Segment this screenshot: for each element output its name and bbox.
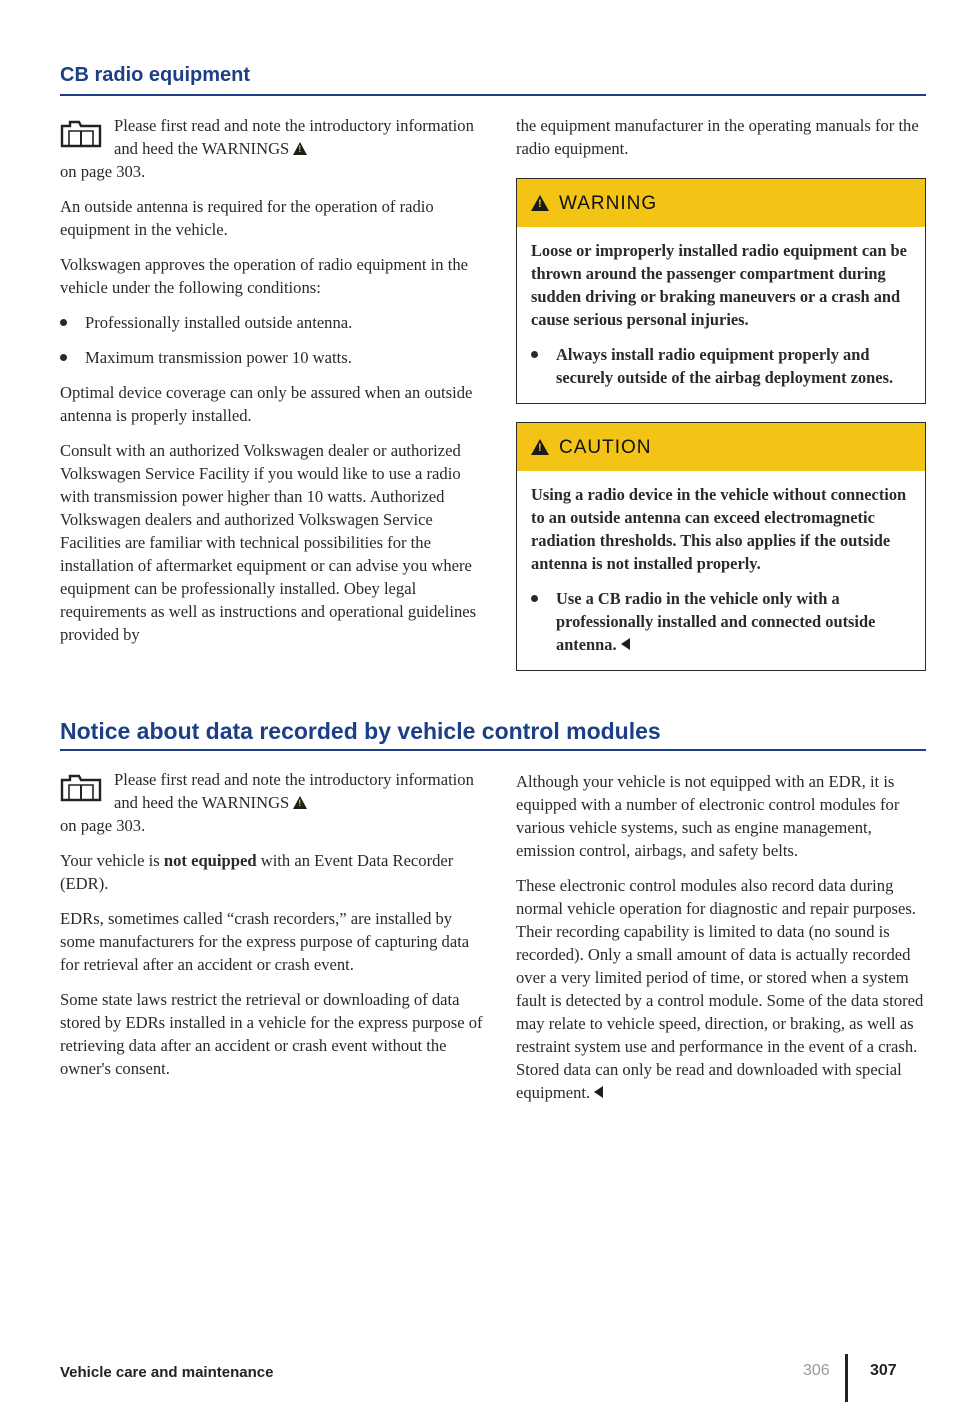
paragraph: Optimal device coverage can only be assured when an outside antenna is properly installed. [60,383,473,425]
paragraph [516,874,926,1104]
paragraph: EDRs, sometimes called “crash recorders,” are installed by some manufacturers for the express purpose of capturing data for retrieval after an accident or crash event. [60,909,470,974]
caution-header [517,423,925,471]
data-recorded-right-column [516,770,926,1116]
book-icon [60,772,102,802]
paragraph-text: These electronic control modules also record data during normal vehicle operation for diagnostic and repair purposes. Their recording capability is limited to data (no sound is recorded). Only a small amount of data is actually recorded over a very limited period of time, or stored when a system fault is detected by a control module. Some of the data stored may relate to vehicle speed, direction, or braking, as well as restraint system use and performance in the event of a crash. Stored data can only be read and downloaded with special equipment. [516,876,924,1102]
footer-chapter: Vehicle care and maintenance [60,1364,274,1381]
warning-triangle-icon [293,796,307,809]
paragraph: Although your vehicle is not equipped with an EDR, it is equipped with a number of electronic control modules for various vehicle systems, such as engine management, emission control, airbags, and safety belts. [516,772,900,860]
warning-text: Loose or improperly installed radio equipment can be thrown around the passenger compartment during sudden driving or braking maneuvers or a crash and cause serious personal injuries. [531,241,907,329]
warning-bullet [531,343,913,389]
caution-bullet-text: Use a CB radio in the vehicle only with a professionally installed and connected outside antenna. [556,589,876,654]
intro-text: Please first read and note the introductory information and heed the WARNINGS [114,770,474,812]
warning-box [516,178,926,404]
section-title-data-recorded: Notice about data recorded by vehicle control modules [60,718,661,744]
warning-header [517,179,925,227]
intro-note [60,114,485,183]
warning-body [517,227,925,403]
caution-text: Using a radio device in the vehicle without connection to an outside antenna can exceed electromagnetic radiation thresholds. This also applies if the outside antenna is not installed properly. [531,485,907,573]
page-number-right: 307 [870,1362,897,1379]
edr-text-post: with an Event Data Recorder (EDR). [60,851,454,893]
warning-triangle-icon [293,142,307,155]
bullet-icon [60,319,67,326]
intro-page-ref: on page 303. [60,162,146,181]
continuation-paragraph: the equipment manufacturer in the operating manuals for the radio equipment. [516,116,919,158]
paragraph: Some state laws restrict the retrieval or downloading of data stored by EDRs installed in a vehicle for the express purpose of retrieving data after an accident or crash event without the owner's consent. [60,990,483,1078]
warning-label: WARNING [559,192,658,214]
page-number-left: 306 [803,1362,830,1379]
paragraph: Consult with an authorized Volkswagen dealer or authorized Volkswagen Service Facility if you would like to use a radio with transmission power higher than 10 watts. Authorized Volkswagen dealers and authorized Volkswagen Service Facilities are familiar with technical possibilities for the installation of aftermarket equipment or can advise you where equipment can be professionally installed. Obey legal requirements as well as instructions and operational guidelines provided by [60,441,477,644]
list-item-text: Maximum transmission power 10 watts. [85,348,352,367]
end-of-section-icon [621,638,630,650]
caution-body [517,471,925,670]
section-rule [60,94,926,96]
warning-triangle-icon [531,439,549,455]
end-of-section-icon [594,1086,603,1098]
edr-paragraph [60,849,485,895]
list-item [60,311,485,334]
edr-text-bold: not equipped [163,851,257,870]
caution-bullet [531,587,913,656]
bullet-icon [60,354,67,361]
edr-text-pre: Your vehicle is [60,851,164,870]
intro-text: Please first read and note the introductory information and heed the WARNINGS [114,116,474,158]
bullet-icon [531,595,538,602]
bullet-icon [531,351,538,358]
paragraph: An outside antenna is required for the operation of radio equipment in the vehicle. [60,197,434,239]
list-item-text: Professionally installed outside antenna. [85,313,353,332]
book-icon [60,118,102,148]
section-rule [60,749,926,751]
data-recorded-left-column [60,768,485,1092]
paragraph: Volkswagen approves the operation of radio equipment in the vehicle under the following conditions: [60,255,468,297]
page-divider [845,1354,848,1402]
cb-radio-left-column [60,114,485,658]
warning-bullet-text: Always install radio equipment properly and securely outside of the airbag deployment zones. [556,345,894,387]
intro-page-ref: on page 303. [60,816,146,835]
cb-radio-right-column [516,114,926,671]
list-item [60,346,485,369]
caution-label: CAUTION [559,436,652,458]
section-title-cb-radio: CB radio equipment [60,64,251,86]
warning-triangle-icon [531,195,549,211]
caution-box [516,422,926,671]
intro-note [60,768,485,837]
